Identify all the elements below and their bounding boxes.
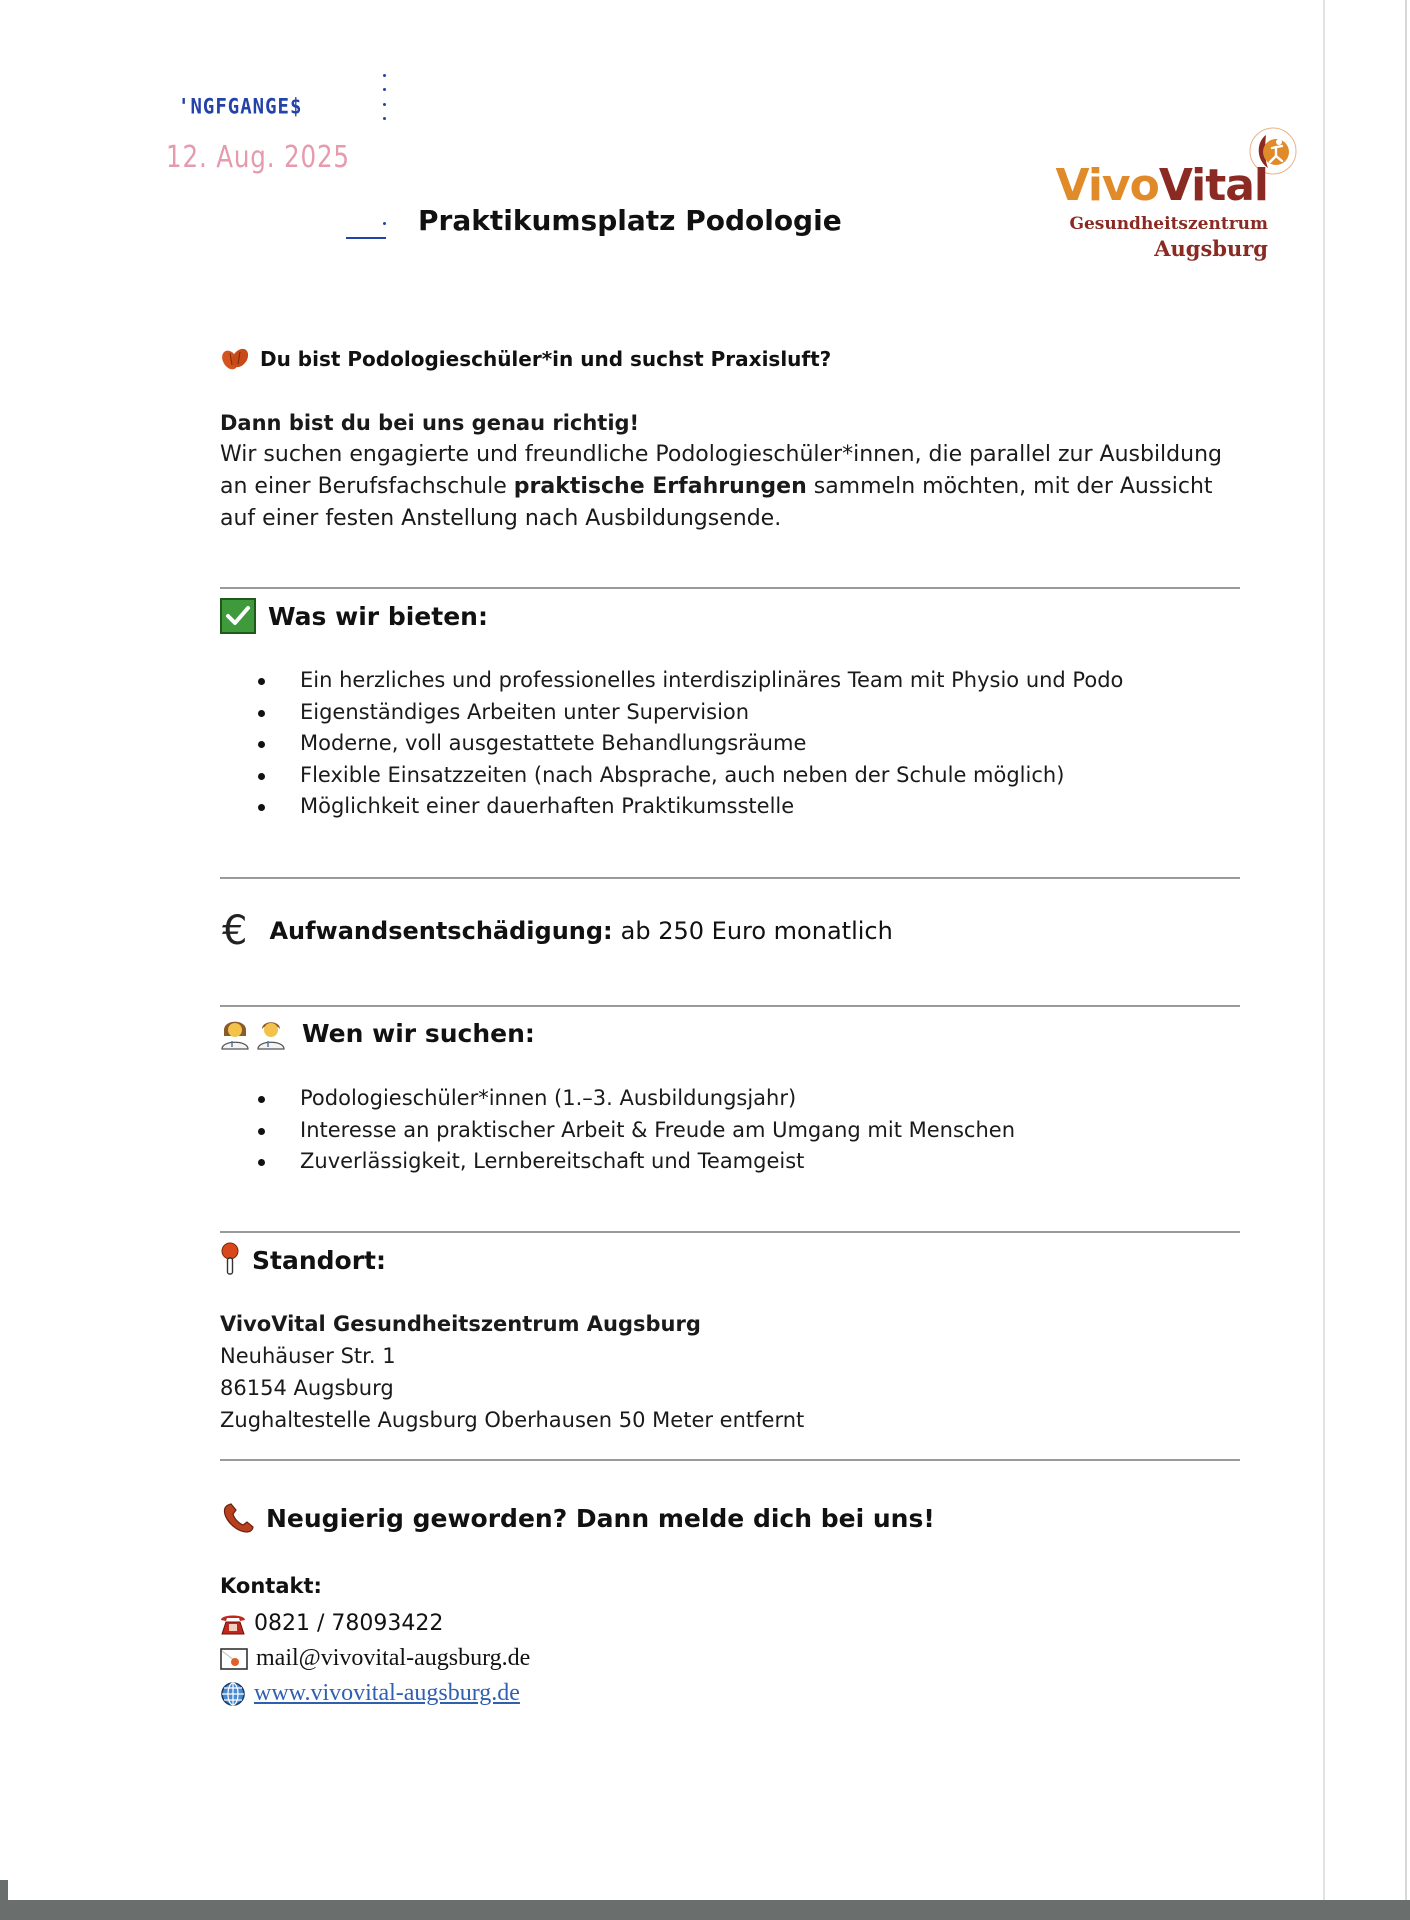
- address-street: Neuhäuser Str. 1: [220, 1344, 396, 1368]
- bullet-icon: [258, 1159, 265, 1166]
- cta-heading: [222, 1502, 935, 1534]
- received-stamp-date: 12. Aug. 2025: [166, 140, 350, 175]
- logo-city: Augsburg: [1154, 236, 1268, 261]
- list-item: [220, 760, 1240, 792]
- offer-list: [220, 665, 1240, 823]
- telephone-icon: [220, 1612, 246, 1636]
- stamp-mark: [346, 237, 386, 239]
- section-divider: [220, 1459, 1240, 1461]
- scan-edge: [1323, 0, 1325, 1900]
- list-item-text: Moderne, voll ausgestattete Behandlungsräume: [300, 731, 807, 755]
- scan-edge: [1405, 0, 1407, 1920]
- cta-text: Neugierig geworden? Dann melde dich bei uns!: [266, 1503, 935, 1533]
- list-item: [220, 728, 1240, 760]
- bullet-icon: [258, 773, 265, 780]
- offer-heading-text: Was wir bieten:: [268, 601, 488, 631]
- contact-phone-row: [220, 1606, 530, 1641]
- intro-paragraph-emphasis: praktische Erfahrungen: [513, 474, 807, 499]
- address-org: VivoVital Gesundheitszentrum Augsburg: [220, 1312, 701, 1336]
- received-stamp: 'NGFGANGE$: [178, 94, 303, 120]
- bullet-icon: [258, 710, 265, 717]
- address-block: [220, 1308, 804, 1436]
- intro-heading: [220, 345, 831, 373]
- contact-website-row: [220, 1676, 530, 1711]
- section-divider: [220, 1231, 1240, 1233]
- list-item-text: Interesse an praktischer Arbeit & Freude am Umgang mit Menschen: [300, 1117, 1016, 1142]
- location-heading: [220, 1242, 386, 1278]
- stamp-marks: [382, 74, 388, 124]
- euro-icon: €: [222, 908, 248, 954]
- location-heading-text: Standort:: [252, 1245, 386, 1275]
- bullet-icon: [258, 1128, 265, 1135]
- globe-icon: [220, 1681, 246, 1707]
- list-item: [220, 665, 1240, 697]
- health-workers-icon: [220, 1016, 290, 1050]
- intro-bold-line: Dann bist du bei uns genau richtig!: [220, 411, 640, 435]
- bullet-icon: [258, 741, 265, 748]
- compensation-row: [222, 908, 893, 954]
- seeking-heading-text: Wen wir suchen:: [302, 1018, 535, 1048]
- company-logo: [1030, 120, 1300, 270]
- stamp-mark: [383, 222, 386, 225]
- compensation-text: [269, 917, 892, 945]
- envelope-icon: [220, 1648, 248, 1670]
- contact-email[interactable]: mail@vivovital-augsburg.de: [256, 1645, 531, 1671]
- list-item: [220, 697, 1240, 729]
- check-box-icon: [220, 598, 256, 634]
- list-item-text: Eigenständiges Arbeiten unter Supervision: [300, 699, 750, 724]
- bullet-icon: [258, 678, 265, 685]
- address-transit-note: Zughaltestelle Augsburg Oberhausen 50 Meter entfernt: [220, 1408, 805, 1432]
- logo-wordmark: [1056, 160, 1268, 211]
- document-title: Praktikumsplatz Podologie: [418, 204, 842, 237]
- contact-email-row: [220, 1641, 530, 1676]
- intro-heading-text: Du bist Podologieschüler*in und suchst Praxisluft?: [260, 347, 832, 371]
- list-item: [220, 1115, 1240, 1147]
- scan-bottom-border: [0, 1900, 1410, 1920]
- contact-block: [220, 1570, 530, 1711]
- list-item-text: Podologieschüler*innen (1.–3. Ausbildungsjahr): [300, 1086, 797, 1110]
- contact-phone[interactable]: 0821 / 78093422: [254, 1611, 444, 1636]
- list-item-text: Zuverlässigkeit, Lernbereitschaft und Teamgeist: [300, 1149, 805, 1173]
- logo-brand-part2: Vital: [1158, 160, 1268, 211]
- scan-corner: [0, 1880, 8, 1920]
- footprints-icon: [220, 345, 250, 373]
- compensation-value: ab 250 Euro monatlich: [620, 917, 893, 945]
- seeking-heading: [220, 1016, 535, 1050]
- bullet-icon: [258, 804, 265, 811]
- phone-receiver-icon: [222, 1502, 256, 1534]
- list-item-text: Flexible Einsatzzeiten (nach Absprache, auch neben der Schule möglich): [300, 762, 1065, 787]
- list-item: [220, 1083, 1240, 1115]
- address-city: 86154 Augsburg: [220, 1376, 394, 1400]
- logo-brand-part1: Vivo: [1055, 160, 1159, 211]
- intro-paragraph-part: Wir suchen engagierte und freundliche Podologieschüler*innen, die parallel zur Ausbildung an einer Berufsfachschule: [220, 442, 1222, 499]
- list-item-text: Ein herzliches und professionelles interdisziplinäres Team mit Physio und Podo: [300, 668, 1124, 692]
- list-item-text: Möglichkeit einer dauerhaften Praktikumsstelle: [300, 794, 795, 818]
- section-divider: [220, 587, 1240, 589]
- section-divider: [220, 1005, 1240, 1007]
- list-item: [220, 1146, 1240, 1178]
- contact-heading: Kontakt:: [220, 1574, 322, 1598]
- list-item: [220, 791, 1240, 823]
- logo-subtitle: Gesundheitszentrum: [1069, 214, 1268, 234]
- bullet-icon: [258, 1096, 265, 1103]
- pin-icon: [220, 1242, 240, 1278]
- section-divider: [220, 877, 1240, 879]
- intro-paragraph-part: sammeln möchten, mit der Aussicht auf einer festen Anstellung nach Ausbildungsende.: [220, 474, 1213, 531]
- compensation-label: Aufwandsentschädigung:: [269, 917, 613, 945]
- contact-website-link[interactable]: www.vivovital-augsburg.de: [254, 1680, 520, 1706]
- offer-heading: [220, 598, 488, 634]
- intro-paragraph: [220, 439, 1240, 535]
- seeking-list: [220, 1083, 1240, 1178]
- intro-text: [220, 407, 1240, 535]
